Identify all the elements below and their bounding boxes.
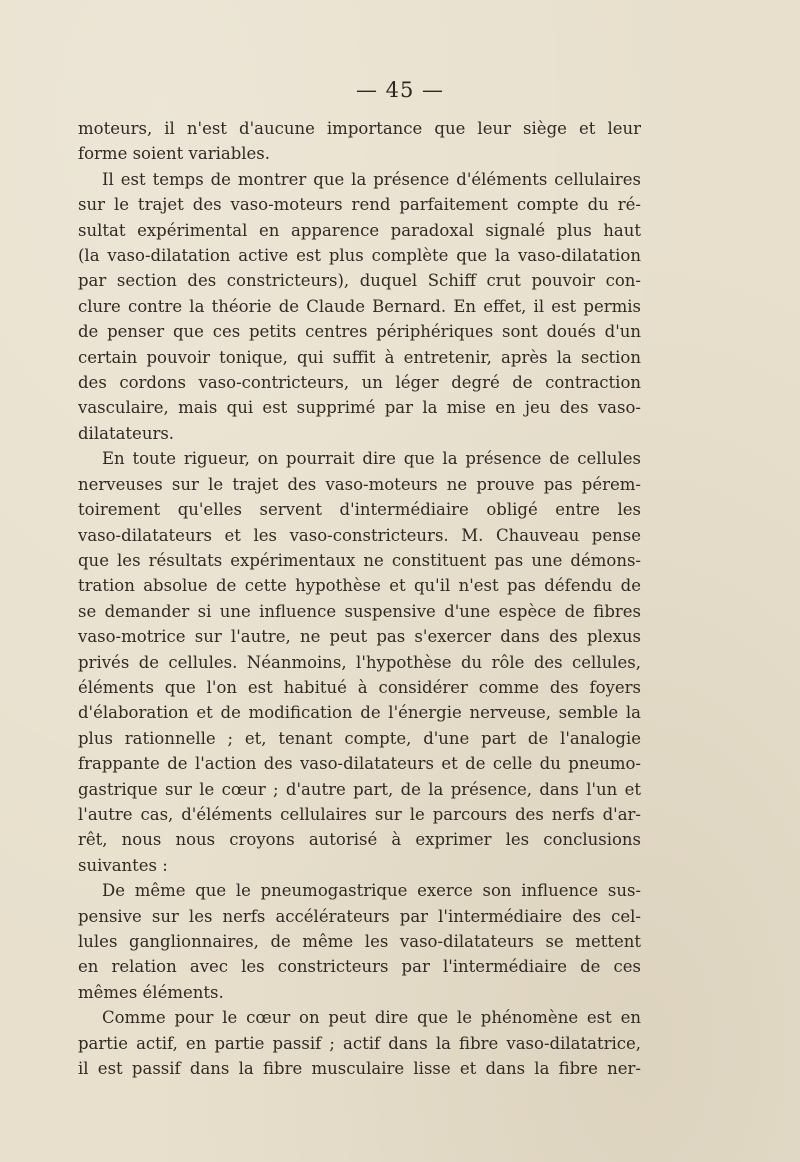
text-line: frappante de l'action des vaso-dilatateurs et de celle du pneumo- bbox=[78, 754, 641, 774]
text-line: vasculaire, mais qui est supprimé par la mise en jeu des vaso- bbox=[78, 398, 641, 418]
text-line: de penser que ces petits centres périphériques sont doués d'un bbox=[78, 322, 641, 342]
text-line: gastrique sur le cœur ; d'autre part, de la présence, dans l'un et bbox=[78, 779, 641, 799]
text-line: partie actif, en partie passif ; actif dans la fibre vaso-dilatatrice, bbox=[78, 1033, 641, 1053]
text-line: certain pouvoir tonique, qui suffit à entretenir, après la section bbox=[78, 347, 641, 367]
text-line: éléments que l'on est habitué à considérer comme des foyers bbox=[78, 677, 641, 697]
text-line: dilatateurs. bbox=[78, 423, 175, 443]
text-line: sultat expérimental en apparence paradoxal signalé plus haut bbox=[78, 220, 641, 240]
text-line: par section des constricteurs), duquel Schiff crut pouvoir con- bbox=[78, 271, 641, 291]
text-line: pensive sur les nerfs accélérateurs par l'intermédiaire des cel- bbox=[78, 906, 641, 926]
text-line: l'autre cas, d'éléments cellulaires sur le parcours des nerfs d'ar- bbox=[78, 804, 641, 824]
body-text bbox=[78, 116, 641, 1081]
text-line: clure contre la théorie de Claude Bernard. En effet, il est permis bbox=[78, 296, 641, 316]
text-line: moteurs, il n'est d'aucune importance que leur siège et leur bbox=[78, 119, 641, 138]
text-line: se demander si une influence suspensive d'une espèce de fibres bbox=[78, 601, 641, 621]
text-line: tration absolue de cette hypothèse et qu'il n'est pas défendu de bbox=[78, 576, 641, 596]
text-line: suivantes : bbox=[78, 855, 168, 875]
text-line: d'élaboration et de modification de l'énergie nerveuse, semble la bbox=[78, 703, 641, 723]
text-line: Il est temps de montrer que la présence d'éléments cellulaires bbox=[102, 169, 641, 189]
text-line: (la vaso-dilatation active est plus complète que la vaso-dilatation bbox=[78, 246, 641, 266]
text-line: sur le trajet des vaso-moteurs rend parfaitement compte du ré- bbox=[78, 195, 641, 215]
text-line: En toute rigueur, on pourrait dire que la présence de cellules bbox=[102, 449, 641, 469]
text-line: rêt, nous nous croyons autorisé à exprimer les conclusions bbox=[78, 830, 641, 850]
text-line: il est passif dans la fibre musculaire lisse et dans la fibre ner- bbox=[78, 1059, 641, 1079]
text-line: plus rationnelle ; et, tenant compte, d'une part de l'analogie bbox=[78, 728, 641, 748]
text-line: Comme pour le cœur on peut dire que le phénomène est en bbox=[102, 1008, 641, 1028]
text-line: vaso-motrice sur l'autre, ne peut pas s'exercer dans des plexus bbox=[78, 627, 641, 647]
page-number: — 45 — bbox=[355, 78, 445, 102]
text-line: lules ganglionnaires, de même les vaso-dilatateurs se mettent bbox=[78, 932, 641, 951]
text-line: toirement qu'elles servent d'intermédiaire obligé entre les bbox=[78, 500, 641, 520]
text-line: des cordons vaso-contricteurs, un léger degré de contraction bbox=[78, 373, 641, 393]
text-line: vaso-dilatateurs et les vaso-constricteurs. M. Chauveau pense bbox=[78, 525, 641, 545]
text-line: en relation avec les constricteurs par l'intermédiaire de ces bbox=[78, 957, 641, 977]
text-line: privés de cellules. Néanmoins, l'hypothèse du rôle des cellules, bbox=[78, 652, 641, 672]
text-line: De même que le pneumogastrique exerce son influence sus- bbox=[102, 881, 641, 901]
text-line: mêmes éléments. bbox=[78, 982, 224, 1002]
text-line: que les résultats expérimentaux ne constituent pas une démons- bbox=[78, 550, 641, 570]
text-line: nerveuses sur le trajet des vaso-moteurs ne prouve pas pérem- bbox=[78, 474, 641, 494]
text-line: forme soient variables. bbox=[78, 144, 271, 164]
